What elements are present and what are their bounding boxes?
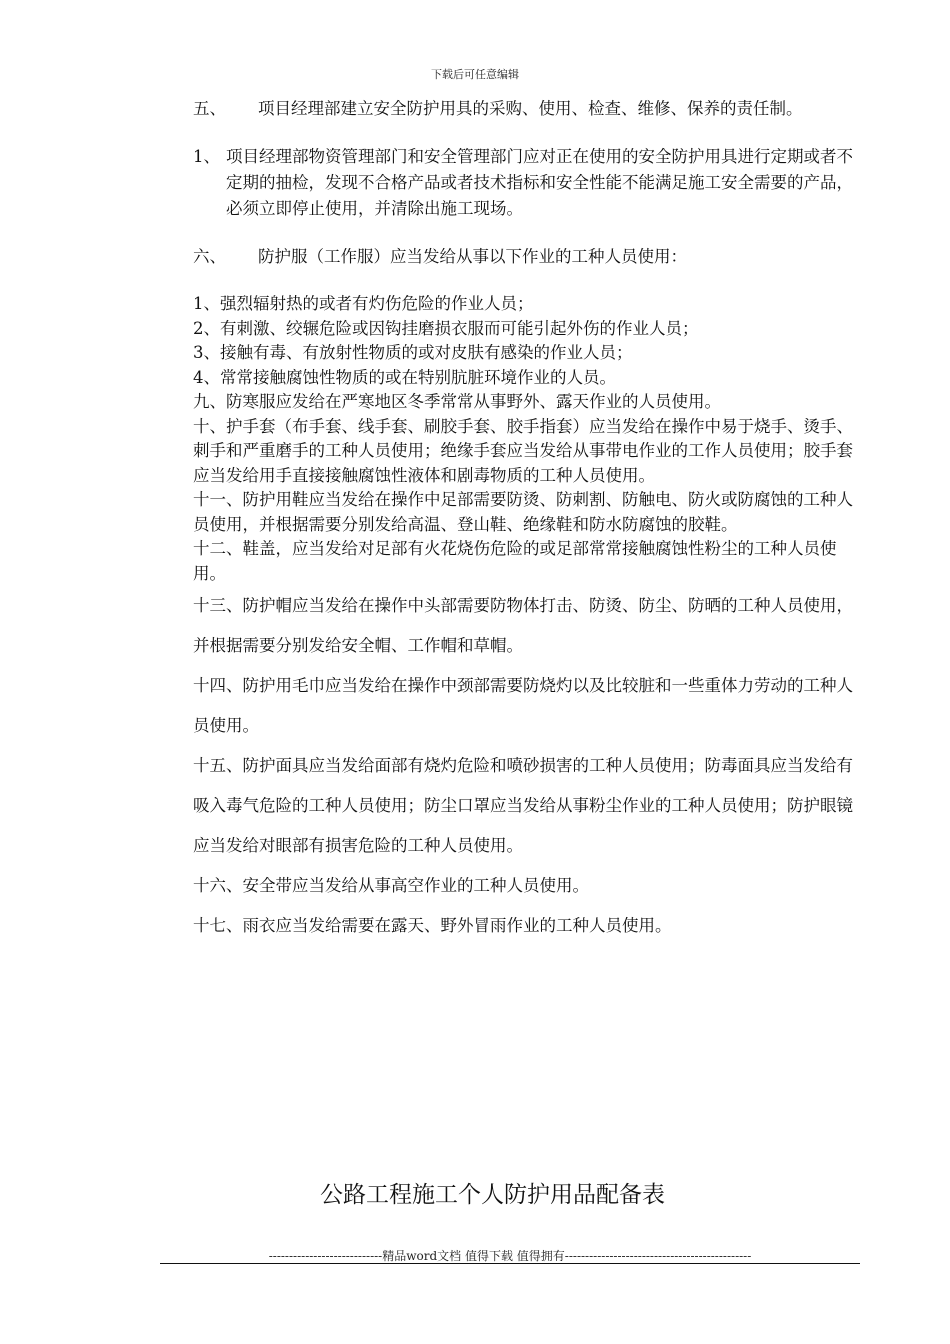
table-title-text: 公路工程施工个人防护用品配备表	[320, 1182, 665, 1208]
section-heading-6	[193, 244, 863, 270]
item-number: 1、	[193, 147, 220, 166]
paragraph-12: 十二、鞋盖，应当发给对足部有火花烧伤危险的或足部常常接触腐蚀性粉尘的工种人员使用。	[193, 539, 837, 583]
list-item: 2、有刺激、绞辗危险或因钩挂磨损衣服而可能引起外伤的作业人员；	[193, 318, 699, 338]
heading-number: 五、	[193, 99, 226, 118]
document-body	[193, 96, 863, 946]
section-heading-5	[193, 96, 863, 122]
paragraph-15: 十五、防护面具应当发给面部有烧灼危险和喷砂损害的工种人员使用；防毒面具应当发给有吸入毒气危险的工种人员使用；防尘口罩应当发给从事粉尘作业的工种人员使用；防护眼镜应当发给对眼部有损害危险的工种人员使用。	[193, 756, 853, 855]
page-header: 下载后可任意编辑	[431, 68, 519, 81]
numbered-item-1	[193, 144, 863, 222]
paragraph-14: 十四、防护用毛巾应当发给在操作中颈部需要防烧灼以及比较脏和一些重体力劳动的工种人员使用。	[193, 676, 853, 735]
paragraph-16: 十六、安全带应当发给从事高空作业的工种人员使用。	[193, 876, 589, 895]
paragraph-13: 十三、防护帽应当发给在操作中头部需要防物体打击、防烫、防尘、防晒的工种人员使用，并根据需要分别发给安全帽、工作帽和草帽。	[193, 596, 853, 655]
footer-rule	[160, 1263, 860, 1264]
heading-text: 防护服（工作服）应当发给从事以下作业的工种人员使用：	[258, 247, 687, 266]
list-item: 1、强烈辐射热的或者有灼伤危险的作业人员；	[193, 294, 534, 313]
list-item: 4、常常接触腐蚀性物质的或在特别肮脏环境作业的人员。	[193, 367, 616, 387]
paragraph-10: 十、护手套（布手套、线手套、刷胶手套、胶手指套）应当发给在操作中易于烧手、烫手、刺手和严重磨手的工种人员使用；绝缘手套应当发给从事带电作业的工作人员使用；胶手套应当发给用手直接接触腐蚀性液体和剧毒物质的工种人员使用。	[193, 416, 853, 485]
heading-text: 项目经理部建立安全防护用具的采购、使用、检查、维修、保养的责任制。	[258, 99, 803, 118]
list-item: 3、接触有毒、有放射性物质的或对皮肤有感染的作业人员；	[193, 343, 633, 362]
item-text: 项目经理部物资管理部门和安全管理部门应对正在使用的安全防护用具进行定期或者不定期的抽检，发现不合格产品或者技术指标和安全性能不能满足施工安全需要的产品，必须立即停止使用，并清除出施工现场。	[226, 147, 853, 218]
paragraph-11: 十一、防护用鞋应当发给在操作中足部需要防烫、防刺割、防触电、防火或防腐蚀的工种人员使用，并根据需要分别发给高温、登山鞋、绝缘鞋和防水防腐蚀的胶鞋。	[193, 490, 853, 534]
paragraph-9: 九、防寒服应发给在严寒地区冬季常常从事野外、露天作业的人员使用。	[193, 392, 721, 411]
heading-number: 六、	[193, 247, 226, 266]
page-footer: ----------------------------精品word文档 值得下载 值得拥有----------------------------------------------	[268, 1249, 752, 1263]
paragraph-17: 十七、雨衣应当发给需要在露天、野外冒雨作业的工种人员使用。	[193, 916, 672, 935]
